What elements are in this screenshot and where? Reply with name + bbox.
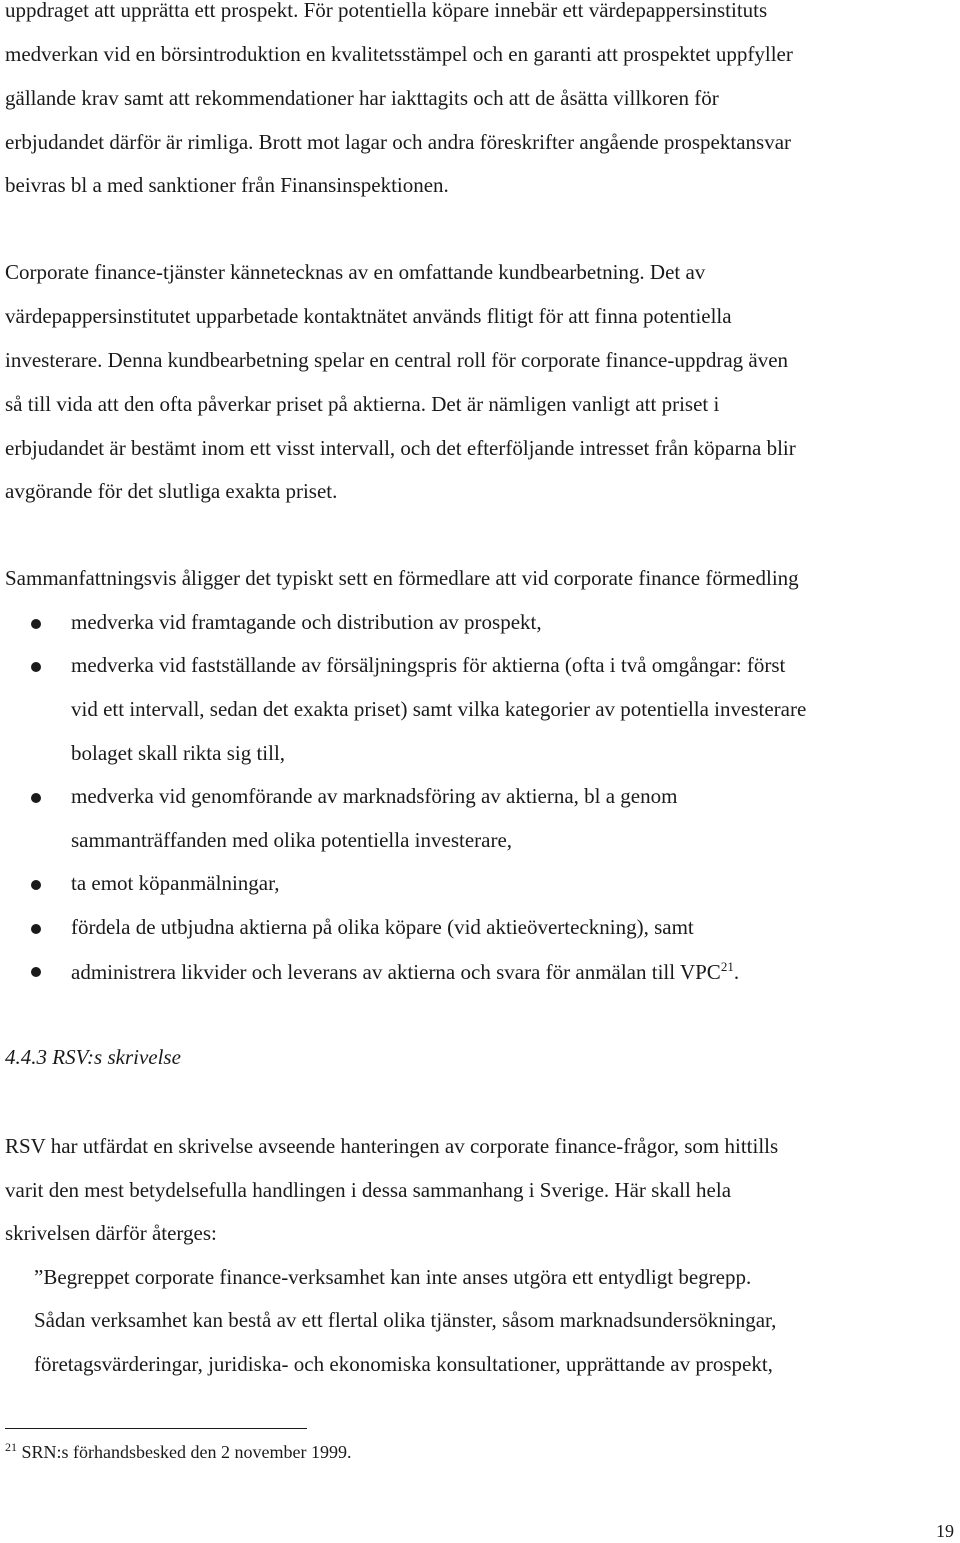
quote-line: Sådan verksamhet kan bestå av ett flertal olika tjänster, såsom marknadsundersökningar,: [34, 1308, 777, 1332]
footnote-text: SRN:s förhandsbesked den 2 november 1999.: [17, 1442, 352, 1462]
text-line: så till vida att den ofta påverkar priset på aktierna. Det är nämligen vanligt att priset i: [5, 392, 720, 416]
bullet-icon: [31, 619, 41, 629]
list-item: medverka vid fastställande av försäljningspris för aktierna (ofta i två omgångar: först: [71, 653, 786, 677]
footnote-number: 21: [5, 1440, 17, 1454]
text-line: avgörande för det slutliga exakta priset.: [5, 479, 338, 503]
text-line: erbjudandet är bestämt inom ett visst intervall, och det efterföljande intresset från köparna blir: [5, 436, 796, 460]
text-line: uppdraget att upprätta ett prospekt. För potentiella köpare innebär ett värdepappersinstituts: [5, 0, 768, 22]
list-item: ta emot köpanmälningar,: [71, 871, 280, 895]
text-line: gällande krav samt att rekommendationer har iakttagits och att de åsätta villkoren för: [5, 86, 719, 110]
list-item-continuation: vid ett intervall, sedan det exakta priset) samt vilka kategorier av potentiella investerare: [71, 697, 807, 721]
text-line: Corporate finance-tjänster kännetecknas av en omfattande kundbearbetning. Det av: [5, 260, 706, 284]
bullet-icon: [31, 662, 41, 672]
bullet-icon: [31, 924, 41, 934]
list-item-text: administrera likvider och leverans av aktierna och svara för anmälan till VPC: [71, 960, 721, 984]
list-item-end: .: [733, 960, 740, 984]
text-line: erbjudandet därför är rimliga. Brott mot lagar och andra föreskrifter angående prospektansvar: [5, 130, 792, 154]
list-item: fördela de utbjudna aktierna på olika köpare (vid aktieöverteckning), samt: [71, 915, 694, 939]
quote-line: företagsvärderingar, juridiska- och ekonomiska konsultationer, upprättande av prospekt,: [34, 1352, 773, 1376]
quote-line: ”Begreppet corporate finance-verksamhet kan inte anses utgöra ett entydligt begrepp.: [34, 1265, 752, 1289]
text-line: varit den mest betydelsefulla handlingen i dessa sammanhang i Sverige. Här skall hela: [5, 1178, 732, 1202]
footnote: [5, 1441, 351, 1461]
text-line: RSV har utfärdat en skrivelse avseende hanteringen av corporate finance-frågor, som hittills: [5, 1134, 779, 1158]
text-line: medverkan vid en börsintroduktion en kvalitetsstämpel och en garanti att prospektet uppfyller: [5, 42, 793, 66]
list-item: medverka vid genomförande av marknadsföring av aktierna, bl a genom: [71, 784, 678, 808]
section-heading: 4.4.3 RSV:s skrivelse: [5, 1045, 181, 1069]
list-item-continuation: bolaget skall rikta sig till,: [71, 741, 286, 765]
footnote-divider: [5, 1428, 307, 1429]
bullet-icon: [31, 880, 41, 890]
text-line: beivras bl a med sanktioner från Finansinspektionen.: [5, 173, 449, 197]
list-item-continuation: sammanträffanden med olika potentiella investerare,: [71, 828, 513, 852]
list-item: [71, 960, 739, 983]
text-line: värdepappersinstitutet upparbetade kontaktnätet används flitigt för att finna potentiella: [5, 304, 732, 328]
bullet-icon: [31, 967, 41, 977]
text-line: investerare. Denna kundbearbetning spelar en central roll för corporate finance-uppdrag även: [5, 348, 789, 372]
text-line: skrivelsen därför återges:: [5, 1221, 217, 1245]
bullet-icon: [31, 793, 41, 803]
footnote-reference[interactable]: 21: [720, 959, 734, 974]
page-number: 19: [936, 1521, 954, 1541]
summary-intro: Sammanfattningsvis åligger det typiskt sett en förmedlare att vid corporate finance förmedling: [5, 566, 799, 590]
list-item: medverka vid framtagande och distribution av prospekt,: [71, 610, 542, 634]
